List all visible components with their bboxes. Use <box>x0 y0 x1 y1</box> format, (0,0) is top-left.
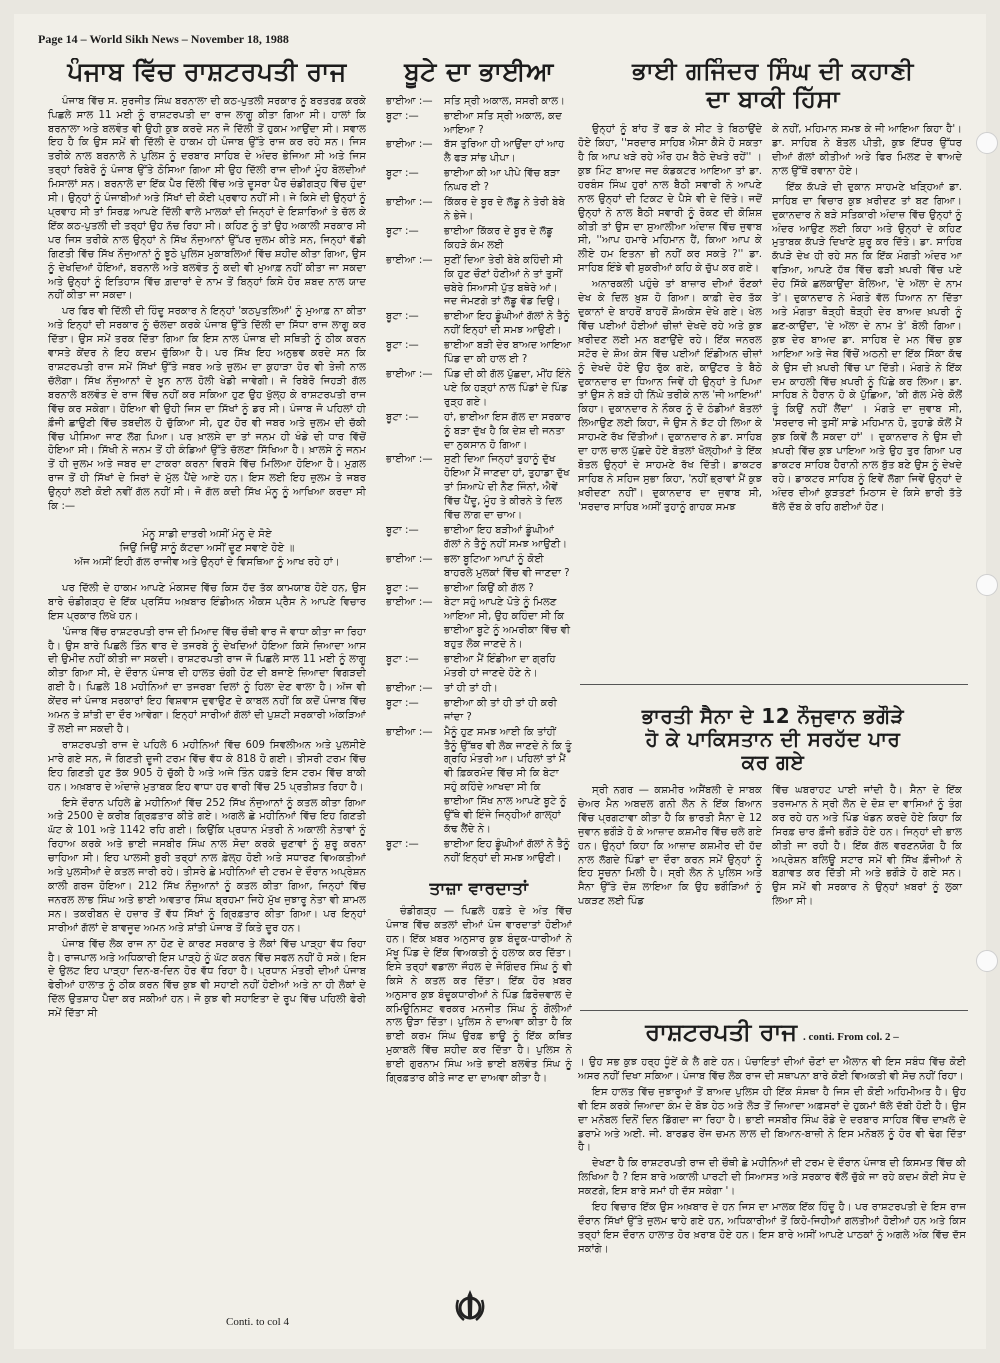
article-body <box>48 582 366 1021</box>
speaker: ਬੂਟਾ :— <box>386 582 419 594</box>
verse-line: ਮੰਨੂ ਸਾਡੀ ਦਾਤਰੀ ਅਸੀਂ ਮੰਨੂ ਦੇ ਸੋਏ <box>142 528 272 540</box>
paragraph: ਅਨਾਰਕਲੀ ਪਹੁੰਚੇ ਤਾਂ ਬਾਜ਼ਾਰ ਦੀਆਂ ਰੌਣਕਾਂ ਦੇਖ ਕੇ ਦਿਲ ਖ਼ੁਸ਼ ਹੋ ਗਿਆ। ਕਾਫ਼ੀ ਦੇਰ ਤੱਕ ਦੁਕਾਨਾਂ ਦੇ ਬਾਹਰੋਂ ਬਾਹਰੋਂ ਸ਼ੋਅਕੇਸ ਦੇਖੇ ਗਏ। ਖੇਲ ਵਿੱਚ ਪਈਆਂ ਹੋਈਆਂ ਚੀਜ਼ਾਂ ਦੇਖਦੇ ਰਹੇ ਅਤੇ ਕੁਝ ਖ਼ਰੀਦਣ ਲਈ ਮਨ ਬਣਾਉਂਦੇ ਰਹੇ। ਇੱਕ ਜਨਰਲ ਸਟੋਰ ਦੇ ਸ਼ੋਅ ਕੇਸ ਵਿੱਚ ਪਈਆਂ ਇੰਡੀਅਨ ਚੀਜ਼ਾਂ ਨੂੰ ਦੇਖਦੇ ਹੋਏ ਉਹ ਰੁੱਕ ਗਏ, ਕਾਉਂਟਰ ਤੇ ਬੈਠੇ ਦੁਕਾਨਦਾਰ ਦਾ ਧਿਆਨ ਜਿਵੇਂ ਹੀ ਉਨ੍ਹਾਂ ਤੇ ਪਿਆ ਤਾਂ ਉਸ ਨੇ ਬੜੇ ਹੀ ਨਿੱਘੇ ਤਰੀਕੇ ਨਾਲ 'ਜੀ ਆਇਆਂ' ਕਿਹਾ। ਦੁਕਾਨਦਾਰ ਨੇ ਨੌਕਰ ਨੂੰ ਦੋ ਠੰਡੀਆਂ ਬੋਤਲਾਂ ਲਿਆਉਣ ਲਈ ਕਿਹਾ, ਜੋ ਉਸ ਨੇ ਝੱਟ ਹੀ ਲਿਆ ਕੇ ਸਾਹਮਣੇ ਰੱਖ ਦਿੱਤੀਆਂ। ਦੁਕਾਨਦਾਰ ਨੇ ਡਾ. ਸਾਹਿਬ ਦਾ ਹਾਲ ਚਾਲ ਪੁੱਛਦੇ ਹੋਏ ਬੋਤਲਾਂ ਖੋਲ੍ਹੀਆਂ ਤੇ ਇੱਕ ਬੋਤਲ ਉਨ੍ਹਾਂ ਦੇ ਸਾਹਮਣੇ ਰੱਖ ਦਿੱਤੀ। ਡਾਕਟਰ ਸਾਹਿਬ ਨੇ ਸਹਿਜ ਸੁਭਾ ਕਿਹਾ, 'ਨਹੀਂ ਭ੍ਰਾਵਾਂ ਮੈਂ ਕੁਝ ਖ਼ਰੀਦਣਾ ਨਹੀਂ'। ਦੁਕਾਨਦਾਰ ਦਾ ਜੁਵਾਬ ਸੀ, 'ਸਰਦਾਰ ਸਾਹਿਬ ਅਸੀਂ ਤੁਹਾਨੂੰ ਗਾਹਕ ਸਮਝ <box>578 279 763 513</box>
dialogue-line <box>386 524 572 552</box>
punch-hole <box>976 132 998 154</box>
paragraph: ਦੇਖਣਾ ਹੈ ਕਿ ਰਾਸ਼ਟਰਪਤੀ ਰਾਜ ਦੀ ਚੌਥੀ ਛੇ ਮਹੀਨਿਆਂ ਦੀ ਟਰਮ ਦੇ ਦੌਰਾਨ ਪੰਜਾਬ ਦੀ ਕਿਸਮਤ ਵਿੱਚ ਕੀ ਲਿਖਿਆ ਹੈ ? ਇਸ ਬਾਰੇ ਅਕਾਲੀ ਪਾਰਟੀ ਦੀ ਸਿਆਸਤ ਅਤੇ ਸਰਕਾਰ ਵੱਲੋਂ ਚੁੱਕੇ ਜਾ ਰਹੇ ਕਦਮ ਕੋਈ ਸੇਧ ਦੇ ਸਕਣਗੇ, ਇਸ ਬਾਰੇ ਸਮਾਂ ਹੀ ਦੱਸ ਸਕੇਗਾ '। <box>578 1158 966 1198</box>
headline <box>578 705 968 774</box>
paragraph: ਇਸੇ ਦੌਰਾਨ ਪਹਿਲੇ ਛੇ ਮਹੀਨਿਆਂ ਵਿੱਚ 252 ਸਿੱਖ ਨੌਜੁਆਨਾਂ ਨੂੰ ਕਤਲ ਕੀਤਾ ਗਿਆ ਅਤੇ 2500 ਦੇ ਕਰੀਬ ਗ੍ਰਿਫ਼ਤਾਰ ਕੀਤੇ ਗਏ। ਅਗਲੇ ਛੇ ਮਹੀਨਿਆਂ ਵਿੱਚ ਇਹ ਗਿਣਤੀ ਘੱਟ ਕੇ 101 ਅਤੇ 1142 ਰਹਿ ਗਈ। ਕਿਉਂਕਿ ਪ੍ਰਧਾਨ ਮੰਤਰੀ ਨੇ ਅਕਾਲੀ ਨੇਤਾਵਾਂ ਨੂੰ ਰਿਹਾਅ ਕਰਕੇ ਅਤੇ ਭਾਈ ਜਸਬੀਰ ਸਿੰਘ ਨਾਲ ਸੋਦਾ ਕਰਕੇ ਚੁਣਾਵਾਂ ਨੂੰ ਸ਼ੁਰੂ ਕਰਨਾ ਚਾਹਿਆ ਸੀ। ਇਹ ਪਾਲਸੀ ਬੁਰੀ ਤਰ੍ਹਾਂ ਨਾਲ ਫ਼ੇਲ੍ਹ ਹੋਈ ਅਤੇ ਸਧਾਰਣ ਵਿਅਕਤੀਆਂ ਅਤੇ ਪੁਲਸੀਆਂ ਦੇ ਕਤਲ ਜਾਰੀ ਰਹੇ। ਤੀਸਰੇ ਛੇ ਮਹੀਨਿਆਂ ਦੀ ਟਰਮ ਦੇ ਦੌਰਾਨ ਅਪ੍ਰੇਸ਼ਨ ਕਾਲੀ ਗਰਜ ਹੋਇਆ। 212 ਸਿੱਖ ਨੌਜੁਆਨਾਂ ਨੂੰ ਕਤਲ ਕੀਤਾ ਗਿਆ, ਜਿਨ੍ਹਾਂ ਵਿੱਚ ਜਨਰਲ ਲਾਭ ਸਿੰਘ ਅਤੇ ਭਾਈ ਅਵਤਾਰ ਸਿੰਘ ਬ੍ਰਹਮਾ ਜਿਹੇ ਮੁੱਖ ਜੁਝਾਰੂ ਨੇਤਾ ਵੀ ਸ਼ਾਮਲ ਸਨ। ਤਕਰੀਬਨ ਦੇ ਹਜ਼ਾਰ ਤੋਂ ਵੱਧ ਸਿੱਖਾਂ ਨੂੰ ਗ੍ਰਿਫ਼ਤਾਰ ਕੀਤਾ ਗਿਆ। ਪਰ ਇਨ੍ਹਾਂ ਸਾਰੀਆਂ ਗੱਲਾਂ ਦੇ ਬਾਵਜੂਦ ਅਮਨ ਅਤੇ ਸ਼ਾਂਤੀ ਪੰਜਾਬ ਤੋਂ ਕਿਤੇ ਦੂਰ ਹਨ। <box>48 797 366 934</box>
headline <box>578 1018 966 1046</box>
headline-text: ਰਾਸ਼ਟਰਪਤੀ ਰਾਜ <box>645 1018 798 1046</box>
article-president-rule <box>48 58 366 1338</box>
article-gajinder-singh <box>578 58 968 678</box>
dialogue-text: ਕਿੱਕਰ ਦੇ ਬੂਰ ਦੇ ਲੱਡੂ ਨੇ ਤੇਰੀ ਬੇਬੇ ਨੇ ਭੇਜੇ। <box>444 197 565 222</box>
speaker: ਬੂਟਾ :— <box>386 340 419 352</box>
headline-line: ਕਰ ਗਏ <box>741 750 805 774</box>
dialogue-line <box>386 682 572 696</box>
article-president-rule-continued <box>578 1018 966 1338</box>
article-body <box>578 123 762 516</box>
dialogue-line <box>386 110 572 138</box>
dialogue-text: ਭਾਈਆ ਬੜੀ ਦੇਰ ਬਾਅਦ ਆਇਆ ਪਿੰਡ ਦਾ ਕੀ ਹਾਲ ਈ ? <box>444 340 572 366</box>
article-buta-bhaia <box>386 58 572 1288</box>
verse <box>48 528 366 570</box>
divider <box>580 1010 968 1011</box>
paragraph: ਵਿੱਚ ਘਬਰਾਹਟ ਪਾਈ ਜਾਂਦੀ ਹੈ। ਸੈਨਾ ਦੇ ਇੱਕ ਤਰਜਮਾਨ ਨੇ ਸ੍ਰੀ ਲੋਨ ਦੇ ਦੋਸ਼ ਦਾ ਵਾਸਿਆਂ ਨੂੰ ਤੰਗ ਕਰ ਰਹੇ ਹਨ ਅਤੇ ਪਿੰਡ ਖੰਡਨ ਕਰਦੇ ਹੋਏ ਕਿਹਾ ਕਿ ਸਿਰਫ਼ ਚਾਰ ਫ਼ੌਜੀ ਭਗੌੜੇ ਹੋਏ ਹਨ। ਜਿਨ੍ਹਾਂ ਦੀ ਭਾਲ ਕੀਤੀ ਜਾ ਰਹੀ ਹੈ। ਇੱਕ ਗੱਲ ਵਰਣਨਯੋਗ ਹੈ ਕਿ ਅਪ੍ਰੇਸ਼ਨ ਬਲਿਊ ਸਟਾਰ ਸਮੇਂ ਵੀ ਸਿੱਖ ਫ਼ੌਜੀਆਂ ਨੇ ਬਗ਼ਾਵਤ ਕਰ ਦਿੱਤੀ ਸੀ ਅਤੇ ਭਗੌੜੇ ਹੋ ਗਏ ਸਨ। ਉਸ ਸਮੇਂ ਵੀ ਸਰਕਾਰ ਨੇ ਉਨ੍ਹਾਂ ਖ਼ਬਰਾਂ ਨੂੰ ਲੁਕਾ ਲਿਆ ਸੀ। <box>772 785 962 908</box>
article-body <box>578 784 762 911</box>
speaker: ਬੂਟਾ :— <box>386 168 419 180</box>
headline-line: ਹੋ ਕੇ ਪਾਕਿਸਤਾਨ ਦੀ ਸਰਹੱਦ ਪਾਰ <box>645 727 901 751</box>
article-army-deserters <box>578 705 968 1005</box>
paragraph: ਇਸ ਹਾਲਤ ਵਿੱਚ ਜੁਝਾਰੂਆਂ ਤੋਂ ਬਾਅਦ ਪੁਲਿਸ ਹੀ ਇੱਕ ਸੰਸਥਾ ਹੈ ਜਿਸ ਦੀ ਕੋਈ ਅਹਿਮੀਅਤ ਹੈ। ਉਹ ਵੀ ਇਸ ਕਰਕੇ ਜ਼ਿਆਦਾ ਕੰਮ ਦੇ ਬੋਝ ਹੇਠ ਅਤੇ ਲੋੜ ਤੋਂ ਜ਼ਿਆਦਾ ਅਫ਼ਸਰਾਂ ਦੇ ਹੁਕਮਾਂ ਥੱਲੇ ਦੱਬੀ ਹੋਈ ਹੈ। ਉਸ ਦਾ ਮਨੋਬਲ ਦਿਨੋਂ ਦਿਨ ਡਿੱਗਦਾ ਜਾ ਰਿਹਾ ਹੈ। ਭਾਈ ਜਸਬੀਰ ਸਿੰਘ ਰੋਡੇ ਦੇ ਦਰਬਾਰ ਸਾਹਿਬ ਵਿੱਚ ਦਾਖ਼ਲੇ ਦੇ ਡਰਾਮੇ ਅਤੇ ਅਈ. ਜੀ. ਬਾਰਡਰ ਰੇਂਜ ਚਮਨ ਲਾਲ ਦੀ ਬਿਆਨ-ਬਾਜ਼ੀ ਨੇ ਇਸ ਮਨੋਬਲ ਨੂੰ ਹੋਰ ਵੀ ਢੇਗ ਦਿੱਤਾ ਹੈ। <box>578 1086 966 1154</box>
paragraph: ਚੰਡੀਗੜ੍ਹ — ਪਿਛਲੇ ਹਫ਼ਤੇ ਦੇ ਅੰਤ ਵਿੱਚ ਪੰਜਾਬ ਵਿੱਚ ਕਤਲਾਂ ਦੀਆਂ ਪੰਜ ਵਾਰਦਾਤਾਂ ਹੋਈਆਂ ਹਨ। ਇੱਕ ਖ਼ਬਰ ਅਨੁਸਾਰ ਕੁਝ ਬੰਦੂਕ-ਧਾਰੀਆਂ ਨੇ ਮੱਖੂ ਪਿੰਡ ਦੇ ਇੱਕ ਵਿਅਕਤੀ ਨੂੰ ਹਲਾਕ ਕਰ ਦਿੱਤਾ। ਇਸੇ ਤਰ੍ਹਾਂ ਵਡਾਲਾ ਜੌਹਲ ਦੇ ਜੋਗਿੰਦਰ ਸਿੰਘ ਨੂੰ ਵੀ ਕਿਸੇ ਨੇ ਕਤਲ ਕਰ ਦਿੱਤਾ। ਇੱਕ ਹੋਰ ਖ਼ਬਰ ਅਨੁਸਾਰ ਕੁਝ ਬੰਦੂਕਧਾਰੀਆਂ ਨੇ ਪਿੰਡ ਫ਼ਿਰੋਜ਼ਵਾਲ ਦੇ ਕਮਿਊਨਿਸਟ ਵਰਕਰ ਮਨਜੀਤ ਸਿੰਘ ਨੂੰ ਗੋਲੀਆਂ ਨਾਲ ਉੜਾ ਦਿੱਤਾ। ਪੁਲਿਸ ਨੇ ਦਾਅਵਾ ਕੀਤਾ ਹੈ ਕਿ ਭਾਈ ਕਰਮ ਸਿੰਘ ਉਰਫ਼ ਭਾਊ ਨੂੰ ਇੱਕ ਕਥਿਤ ਮੁਕਾਬਲੇ ਵਿੱਚ ਸ਼ਹੀਦ ਕਰ ਦਿੱਤਾ ਹੈ। ਪੁਲਿਸ ਨੇ ਭਾਈ ਗੁਰਨਾਮ ਸਿੰਘ ਅਤੇ ਭਾਈ ਬਲਵੰਤ ਸਿੰਘ ਨੂੰ ਗ੍ਰਿਫ਼ਤਾਰ ਕੀਤੇ ਜਾਣ ਦਾ ਦਾਅਵਾ ਕੀਤਾ ਹੈ। <box>386 906 572 1085</box>
paragraph: ਰਾਸ਼ਟਰਪਤੀ ਰਾਜ ਦੇ ਪਹਿਲੇ 6 ਮਹੀਨਿਆਂ ਵਿੱਚ 609 ਸਿਵਲੀਅਨ ਅਤੇ ਪੁਲਸੀਏ ਮਾਰੇ ਗਏ ਸਨ, ਜੋ ਗਿਣਤੀ ਦੂਜੀ ਟਰਮ ਵਿੱਚ ਵੱਧ ਕੇ 818 ਹੋ ਗਈ। ਤੀਸਰੀ ਟਰਮ ਵਿੱਚ ਇਹ ਗਿਣਤੀ ਹੁਣ ਤੱਕ 905 ਹੋ ਚੁੱਕੀ ਹੈ ਅਤੇ ਅਜੇ ਤਿੰਨ ਹਫ਼ਤੇ ਇਸ ਟਰਮ ਵਿੱਚ ਬਾਕੀ ਹਨ। ਅਖ਼ਬਾਰ ਦੇ ਅੰਦਾਜ਼ੇ ਮੁਤਾਬਕ ਇਹ ਵਾਧਾ ਹਰ ਵਾਰੀ ਵਿੱਚ 25 ਪ੍ਰਤੀਸ਼ਤ ਰਿਹਾ ਹੈ। <box>48 739 366 793</box>
dialogue-line <box>386 196 572 224</box>
speaker: ਬੂਟਾ :— <box>386 654 419 666</box>
speaker: ਬੂਟਾ :— <box>386 225 419 237</box>
headline <box>578 58 968 113</box>
speaker: ਬੂਟਾ :— <box>386 110 419 122</box>
speaker: ਭਾਈਆ :— <box>386 197 433 209</box>
article-body <box>772 123 962 516</box>
dialogue-text: ਭਾਈਆ ਕੀ ਆ ਪੀਪੇ ਵਿੱਚ ਬੜਾ ਨਿਘਰ ਈ ? <box>444 168 560 194</box>
dialogue-text: ਪਿੰਡ ਦੀ ਕੀ ਗੱਲ ਪੁੱਛਦਾ, ਮੀਂਹ ਇੰਨੇ ਪਏ ਕਿ ਹੜ੍ਹਾਂ ਨਾਲ ਪਿੰਡਾਂ ਦੇ ਪਿੰਡ ਰੁੜ੍ਹ ਗਏ। <box>444 368 572 408</box>
paragraph: 'ਪੰਜਾਬ ਵਿੱਚ ਰਾਸ਼ਟਰਪਤੀ ਰਾਜ ਦੀ ਮਿਆਦ ਵਿੱਚ ਚੌਥੀ ਵਾਰ ਜੋ ਵਾਧਾ ਕੀਤਾ ਜਾ ਰਿਹਾ ਹੈ। ਉਸ ਬਾਰੇ ਪਿਛਲੇ ਤਿੰਨ ਵਾਰ ਦੇ ਤਜਰਬੇ ਨੂੰ ਦੇਖਦਿਆਂ ਹੋਇਆ ਕਿਸੇ ਜ਼ਿਆਦਾ ਆਸ ਦੀ ਉਮੀਦ ਨਹੀਂ ਕੀਤੀ ਜਾ ਸਕਦੀ। ਰਾਸ਼ਟਰਪਤੀ ਰਾਜ ਜੋ ਪਿਛਲੇ ਸਾਲ 11 ਮਈ ਨੂੰ ਲਾਗੂ ਕੀਤਾ ਗਿਆ ਸੀ, ਦੇ ਦੌਰਾਨ ਪੰਜਾਬ ਦੀ ਹਾਲਤ ਚੰਗੀ ਹੋਣ ਦੀ ਬਜਾਏ ਜ਼ਿਆਦਾ ਵਿਗੜਦੀ ਗਈ ਹੈ। ਪਿਛਲੇ 18 ਮਹੀਨਿਆਂ ਦਾ ਤਜਰਬਾ ਦਿਲਾਂ ਨੂੰ ਹਿਲਾ ਦੇਣ ਵਾਲਾ ਹੈ। ਅੱਜ ਵੀ ਕੇਂਦਰ ਜਾਂ ਪੰਜਾਬ ਸਰਕਾਰਾਂ ਇਹ ਵਿਸ਼ਵਾਸ ਦੁਵਾਉਣ ਦੇ ਕਾਬਲ ਨਹੀਂ ਕਿ ਕਦੋਂ ਪੰਜਾਬ ਵਿੱਚ ਅਮਨ ਤੇ ਸ਼ਾਂਤੀ ਦਾ ਦੌਰ ਆਵੇਗਾ। ਇਨ੍ਹਾਂ ਸਾਰੀਆਂ ਗੱਲਾਂ ਦੀ ਪੁਸ਼ਟੀ ਸਰਕਾਰੀ ਅੰਕੜਿਆਂ ਤੋਂ ਲਈ ਜਾ ਸਕਦੀ ਹੈ। <box>48 626 366 735</box>
speaker: ਬੂਟਾ :— <box>386 411 419 423</box>
dialogue-text: ਭਾਈਆ ਇਹ ਡੂੰਘੀਆਂ ਗੱਲਾਂ ਨੇ ਤੈਨੂੰ ਨਹੀਂ ਇਨ੍ਹਾਂ ਦੀ ਸਮਝ ਆਉਣੀ। <box>444 838 570 864</box>
article-body <box>386 905 572 1086</box>
dialogue-line <box>386 838 572 866</box>
dialogue-line <box>386 582 572 596</box>
dialogue-line <box>386 553 572 581</box>
paragraph: ਪਰ ਦਿੱਲੀ ਦੇ ਹਾਕਮ ਆਪਣੇ ਮੰਕਸਦ ਵਿੱਚ ਕਿਸ ਹੱਦ ਤੱਕ ਕਾਮਯਾਬ ਹੋਏ ਹਨ, ਉਸ ਬਾਰੇ ਚੰਡੀਗੜ੍ਹ ਦੇ ਇੱਕ ਪ੍ਰਸਿੱਧ ਅਖ਼ਬਾਰ ਇੰਡੀਅਨ ਐਕਸ ਪ੍ਰੈਸ ਨੇ ਆਪਣੇ ਵਿਚਾਰ ਇਸ ਪ੍ਰਕਾਰ ਲਿਖੇ ਹਨ। <box>48 582 366 622</box>
dialogue-line <box>386 368 572 410</box>
dialogue-text: ਭਲਾ ਬੂਟਿਆ ਆਪਾਂ ਨੂੰ ਕੋਈ ਬਾਹਰਲੇ ਮੁਲਕਾਂ ਵਿੱਚ ਵੀ ਜਾਣਦਾ ? <box>444 553 570 579</box>
speaker: ਭਾਈਆ :— <box>386 682 433 694</box>
speaker: ਬੂਟਾ :— <box>386 524 419 536</box>
dialogue-line <box>386 453 572 523</box>
dialogue-text: ਭਾਈਆ ਇਹ ਡੂੰਘੀਆਂ ਗੱਲਾਂ ਨੇ ਤੈਨੂੰ ਨਹੀਂ ਇਨ੍ਹਾਂ ਦੀ ਸਮਝ ਆਉਣੀ। <box>444 311 570 337</box>
dialogue-text: ਭਾਈਆ ਕੀ ਤਾਂ ਹੀ ਤਾਂ ਹੀ ਕਰੀ ਜਾਂਦਾ ? <box>444 697 557 723</box>
article-body <box>48 95 366 514</box>
dialogue <box>386 95 572 866</box>
speaker: ਭਾਈਆ :— <box>386 95 433 107</box>
dialogue-text: ਭਾਈਆ ਕਿਉਂ ਕੀ ਗੱਲ ? <box>444 582 534 594</box>
dialogue-text: ਸੁਣੀ ਦਿਆ ਜਿਨ੍ਹਾਂ ਤੁਹਾਨੂੰ ਦੁੱਖ ਹੋਇਆ ਮੈਂ ਜਾਣਦਾ ਹਾਂ, ਤੁਹਾਡਾ ਦੁੱਖ ਤਾਂ ਸਿਆਪੇ ਦੀ ਨੈਣ ਜਿੰਨਾਂ, ਐਵੇਂ ਵਿੱਚ ਪੈਂਦੂ, ਮੂੰਹ ਤੇ ਕੀਰਨੇ ਤੇ ਦਿਲ ਵਿੱਚ ਲਾਗ ਦਾ ਚਾਅ। <box>444 454 570 522</box>
paragraph: ਇੱਕ ਕੱਪੜੇ ਦੀ ਦੁਕਾਨ ਸਾਹਮਣੇ ਖੜ੍ਹਿਆਂ ਡਾ. ਸਾਹਿਬ ਦਾ ਵਿਚਾਰ ਕੁਝ ਖ਼ਰੀਦਣ ਤਾਂ ਬਣ ਗਿਆ। ਦੁਕਾਨਦਾਰ ਨੇ ਬੜੇ ਸਤਿਕਾਰੀ ਅੰਦਾਜ਼ ਵਿੱਚ ਉਨ੍ਹਾਂ ਨੂੰ ਅੰਦਰ ਆਉਣ ਲਈ ਕਿਹਾ ਅਤੇ ਉਨ੍ਹਾਂ ਦੇ ਕਹਿਣ ਮੁਤਾਬਕ ਕੱਪੜੇ ਦਿਖਾਣੇ ਸ਼ੁਰੂ ਕਰ ਦਿੱਤੇ। ਡਾ. ਸਾਹਿਬ ਕੱਪੜੇ ਦੇਖ ਹੀ ਰਹੇ ਸਨ ਕਿ ਇੱਕ ਮੰਗਤੀ ਅੰਦਰ ਆ ਵੜਿਆ, ਆਪਣੇ ਹੱਥ ਵਿੱਚ ਫੜੀ ਖ਼ਪਰੀ ਵਿੱਚ ਪਏ ਦੋਹ ਸਿੱਕੇ ਛਲਕਾਉਂਦਾ ਬੋਲਿਆ, 'ਦੇ ਅੱਲਾ ਦੇ ਨਾਮ ਤੇ'। ਦੁਕਾਨਦਾਰ ਨੇ ਮੰਗਤੇ ਵੱਲ ਧਿਆਨ ਨਾ ਦਿੱਤਾ ਅਤੇ ਮੰਗਤਾ ਥੋੜ੍ਹੀ ਥੋੜ੍ਹੀ ਦੇਰ ਬਾਅਦ ਖ਼ਪਰੀ ਨੂੰ ਛਣ-ਕਾਉਂਦਾ, 'ਦੇ ਅੱਲਾ ਦੇ ਨਾਮ ਤੇ' ਬੋਲੀ ਗਿਆ। ਕੁਝ ਦੇਰ ਬਾਅਦ ਡਾ. ਸਾਹਿਬ ਦੇ ਮਨ ਵਿੱਚ ਕੁਝ ਆਇਆ ਅਤੇ ਜੇਬ ਵਿੱਚੋਂ ਅਠਨੀ ਦਾ ਇੱਕ ਸਿੱਕਾ ਕੱਢ ਕੇ ਉਸ ਦੀ ਖ਼ਪਰੀ ਵਿੱਚ ਪਾ ਦਿੱਤੀ। ਮੰਗਤੇ ਨੇ ਇੱਕ ਦਮ ਕਾਹਲੀ ਵਿੱਚ ਖ਼ਪਰੀ ਨੂੰ ਪਿੱਛੇ ਕਰ ਲਿਆ। ਡਾ. ਸਾਹਿਬ ਨੇ ਹੈਰਾਨ ਹੋ ਕੇ ਪੁੱਛਿਆ, 'ਕੀ ਗੱਲ ਮੇਰੇ ਕੋਲੋਂ ਤੂੰ ਕਿਉਂ ਨਹੀਂ ਲੈਂਦਾ' । ਮੰਗਤੇ ਦਾ ਜੁਵਾਬ ਸੀ, 'ਸਰਦਾਰ ਜੀ ਤੁਸੀਂ ਸਾਡੇ ਮਹਿਮਾਨ ਹੋ, ਤੁਹਾਡੇ ਕੋਲੋਂ ਮੈਂ ਕੁਝ ਕਿਵੇਂ ਲੈ ਸਕਦਾ ਹਾਂ' । ਦੁਕਾਨਦਾਰ ਨੇ ਉਸ ਦੀ ਖ਼ਪਰੀ ਵਿੱਚ ਕੁਝ ਪਾਇਆ ਅਤੇ ਉਹ ਤੁਰ ਗਿਆ ਪਰ ਡਾਕਟਰ ਸਾਹਿਬ ਹੈਰਾਨੀ ਨਾਲ ਬੁੱਤ ਬਣੇ ਉਸ ਨੂੰ ਦੇਖਦੇ ਰਹੇ। ਡਾਕਟਰ ਸਾਹਿਬ ਨੂੰ ਇਵੇਂ ਲੱਗਾ ਜਿਵੇਂ ਉਨ੍ਹਾਂ ਦੇ ਅੰਦਰ ਦੀਆਂ ਕੁੜਤਣਾਂ ਮਿਠਾਸ ਦੇ ਕਿਸੇ ਭਾਰੀ ਤੱਤੇ ਥੱਲੇ ਦੱਬ ਕੇ ਰਹਿ ਗਈਆਂ ਹੋਣ। <box>772 181 962 513</box>
article-body <box>578 1056 966 1257</box>
dialogue-text: ਭਾਈਆ ਮੈਂ ਇੰਡੀਆ ਦਾ ਗ੍ਰਹਿ ਮੰਤਰੀ ਹਾਂ ਜਾਣਦੇ ਹੋਣੇ ਨੇ। <box>444 654 556 679</box>
dialogue-line <box>386 697 572 725</box>
paragraph: । ਉਹ ਸਭ ਕੁਝ ਹਰ੍ਹ ਧੂੰਏਂ ਕੇ ਲੈ ਗਏ ਹਨ। ਪੰਚਾਇਤਾਂ ਦੀਆਂ ਚੋਣਾਂ ਦਾ ਐਲਾਨ ਵੀ ਇਸ ਸਬੰਧ ਵਿੱਚ ਕੋਈ ਅਸਰ ਨਹੀਂ ਦਿਖਾ ਸਕਿਆ। ਪੰਜਾਬ ਵਿੱਚ ਲੋਕ ਰਾਜ ਦੀ ਸਥਾਪਨਾ ਬਾਰੇ ਕੋਈ ਵਿਅਕਤੀ ਵੀ ਸੋਚ ਨਹੀਂ ਰਿਹਾ। <box>578 1057 966 1082</box>
headline: ਤਾਜ਼ਾ ਵਾਰਦਾਤਾਂ <box>429 878 529 899</box>
continued-note: Conti. to col 4 <box>226 1316 289 1328</box>
dialogue-line <box>386 339 572 367</box>
speaker: ਭਾਈਆ :— <box>386 368 433 380</box>
paragraph: ਉਨ੍ਹਾਂ ਨੂੰ ਬਾਂਹ ਤੋਂ ਫੜ ਕੇ ਸੀਟ ਤੇ ਬਿਠਾਉਂਦੇ ਹੋਏ ਕਿਹਾ, ''ਸਰਦਾਰ ਸਾਹਿਬ ਐਸਾ ਕੈਸੇ ਹੋ ਸਕਤਾ ਹੈ ਕਿ ਆਪ ਖੜੇ ਰਹੇ ਔਰ ਹਮ ਬੈਠੇ ਦੇਖਤੇ ਰਹੇਂ'' । ਕੁਝ ਮਿੰਟ ਬਾਅਦ ਜਦ ਕੰਡਕਟਰ ਆਇਆ ਤਾਂ ਡਾ. ਹਰਬੰਸ ਸਿੰਘ ਹੁਰਾਂ ਨਾਲ ਬੈਠੀ ਸਵਾਰੀ ਨੇ ਆਪਣੇ ਨਾਲ ਉਨ੍ਹਾਂ ਦੀ ਟਿਕਟ ਦੇ ਪੈਸੇ ਵੀ ਦੇ ਦਿੱਤੇ। ਜਦੋਂ ਉਨ੍ਹਾਂ ਨੇ ਨਾਲ ਬੈਠੀ ਸਵਾਰੀ ਨੂੰ ਰੋਕਣ ਦੀ ਕੋਸ਼ਿਸ਼ ਕੀਤੀ ਤਾਂ ਉਸ ਦਾ ਸੁਆਲੀਆ ਅੰਦਾਜ਼ ਵਿੱਚ ਜੁਵਾਬ ਸੀ, ''ਆਪ ਹਮਾਰੇ ਮਹਿਮਾਨ ਹੈਂ, ਕਿਆ ਆਪ ਕੇ ਲੀਏ ਹਮ ਇਤਨਾ ਭੀ ਨਹੀਂ ਕਰ ਸਕਤੇ ?'' ਡਾ. ਸਾਹਿਬ ਇੰਝੇ ਵੀ ਸ਼ੁਕਰੀਆਂ ਕਹਿ ਕੇ ਚੁੱਪ ਕਰ ਗਏ। <box>578 124 762 275</box>
dialogue-text: ਹਾਂ, ਭਾਈਆ ਇਸ ਗੱਲ ਦਾ ਸਰਕਾਰ ਨੂੰ ਬੜਾ ਦੁੱਖ ਹੈ ਕਿ ਦੇਸ਼ ਦੀ ਜਨਤਾ ਦਾ ਨੁਕਸਾਨ ਹੋ ਗਿਆ। <box>444 411 571 451</box>
divider <box>580 684 968 685</box>
dialogue-line <box>386 167 572 195</box>
dialogue-line <box>386 411 572 453</box>
speaker: ਬੂਟਾ :— <box>386 311 419 323</box>
headline-line: ਭਾਰਤੀ ਸੈਨਾ ਦੇ 12 ਨੌਜੁਵਾਨ ਭਗੌੜੇ <box>641 705 905 728</box>
dialogue-line <box>386 254 572 310</box>
speaker: ਬੂਟਾ :— <box>386 838 419 850</box>
dialogue-line <box>386 138 572 166</box>
speaker: ਭਾਈਆ :— <box>386 553 433 565</box>
dialogue-line <box>386 653 572 681</box>
page-folio: Page 14 – World Sikh News – November 18, 1988 <box>38 32 289 46</box>
paragraph: ਇਹ ਵਿਚਾਰ ਇੱਕ ਉਸ ਅਖ਼ਬਾਰ ਦੇ ਹਨ ਜਿਸ ਦਾ ਮਾਲਕ ਇੱਕ ਹਿੰਦੂ ਹੈ। ਪਰ ਰਾਸ਼ਟਰਪਤੀ ਦੇ ਇਸ ਰਾਜ ਦੌਰਾਨ ਸਿੱਖਾਂ ਉੱਤੇ ਜ਼ੁਲਮ ਢਾਹੇ ਗਏ ਹਨ, ਅਧਿਕਾਰੀਆਂ ਤੋਂ ਕਿਹੋ-ਜਿਹੀਆਂ ਗਲਤੀਆਂ ਹੋਈਆਂ ਹਨ ਅਤੇ ਕਿਸ ਤਰ੍ਹਾਂ ਇਸ ਦੌਰਾਨ ਹਾਲਾਤ ਹੋਰ ਖ਼ਰਾਬ ਹੋਏ ਹਨ। ਇਸ ਬਾਰੇ ਅਸੀਂ ਆਪਣੇ ਪਾਠਕਾਂ ਨੂੰ ਅਗਲੇ ਅੰਕ ਵਿੱਚ ਦੱਸ ਸਕਾਂਗੇ। <box>578 1202 966 1255</box>
continued-from: . conti. From col. 2 – <box>803 1031 899 1043</box>
headline-line: ਭਾਈ ਗਜਿੰਦਰ ਸਿੰਘ ਦੀ ਕਹਾਣੀ <box>632 58 914 85</box>
speaker: ਭਾਈਆ :— <box>386 254 433 266</box>
dialogue-text: ਸਤਿ ਸ੍ਰੀ ਅਕਾਲ, ਸਸਰੀ ਕਾਲ। <box>444 95 566 107</box>
paragraph: ਪੰਜਾਬ ਵਿੱਚ ਲੋਕ ਰਾਜ ਨਾ ਹੋਣ ਦੇ ਕਾਰਣ ਸਰਕਾਰ ਤੇ ਲੋਕਾਂ ਵਿੱਚ ਪਾੜ੍ਹਾ ਵੱਧ ਰਿਹਾ ਹੈ। ਰਾਜਪਾਲ ਅਤੇ ਅਧਿਕਾਰੀ ਇਸ ਪਾੜ੍ਹੇ ਨੂੰ ਘੱਟ ਕਰਨ ਵਿੱਚ ਸਫਲ ਨਹੀਂ ਹੋ ਸਕੇ। ਇਸ ਦੇ ਉਲਟ ਇਹ ਪਾੜ੍ਹਾ ਦਿਨ-ਬ-ਦਿਨ ਹੋਰ ਵੱਧ ਰਿਹਾ ਹੈ। ਪ੍ਰਧਾਨ ਮੰਤਰੀ ਦੀਆਂ ਪੰਜਾਬ ਫੇਰੀਆਂ ਹਾਲਾਤ ਨੂੰ ਠੀਕ ਕਰਨ ਵਿੱਚ ਕੁਝ ਵੀ ਸਹਾਈ ਨਹੀਂ ਹੋਈਆਂ ਅਤੇ ਨਾ ਹੀ ਲੋਕਾਂ ਦੇ ਦਿੱਲ ਉਤਸ਼ਾਹ ਪੈਦਾ ਕਰ ਸਕੀਆਂ ਹਨ। ਜੋ ਕੁਝ ਵੀ ਸਹਾਇਤਾ ਦੇ ਰੂਪ ਵਿੱਚ ਪਹਿਲੀ ਫੇਰੀ ਸਮੇਂ ਦਿੱਤਾ ਸੀ <box>48 938 366 1020</box>
dialogue-line <box>386 596 572 652</box>
paragraph: ਸ੍ਰੀ ਨਗਰ — ਕਸ਼ਮੀਰ ਅਸੈਂਬਲੀ ਦੇ ਸਾਬਕ ਚੇਅਰ ਮੈਨ ਅਬਦਲ ਗਨੀ ਲੋਨ ਨੇ ਇੱਕ ਬਿਆਨ ਵਿੱਚ ਪ੍ਰਗਟਾਵਾ ਕੀਤਾ ਹੈ ਕਿ ਭਾਰਤੀ ਸੈਨਾ ਦੇ 12 ਜੁਵਾਨ ਭਗੌੜੇ ਹੋ ਕੇ ਆਜ਼ਾਦ ਕਸ਼ਮੀਰ ਵਿੱਚ ਚਲੇ ਗਏ ਹਨ। ਉਨ੍ਹਾਂ ਕਿਹਾ ਕਿ ਆਜ਼ਾਦ ਕਸ਼ਮੀਰ ਦੀ ਹੱਦ ਨਾਲ ਲੱਗਦੇ ਪਿੰਡਾਂ ਦਾ ਦੌਰਾ ਕਰਨ ਸਮੇਂ ਉਨ੍ਹਾਂ ਨੂੰ ਇਹ ਸੂਚਨਾ ਮਿਲੀ ਹੈ। ਸ੍ਰੀ ਲੋਨ ਨੇ ਪੁਲਿਸ ਅਤੇ ਸੈਨਾ ਉੱਤੇ ਦੋਸ਼ ਲਾਇਆ ਕਿ ਉਹ ਭਗੌੜਿਆਂ ਨੂੰ ਪਕੜਣ ਲਈ ਪਿੰਡ <box>578 785 762 908</box>
punch-hole <box>976 950 998 972</box>
dialogue-text: ਮੈਨੂੰ ਹੁਣ ਸਮਝ ਆਈ ਕਿ ਤਾਂਹੀਂ ਤੈਨੂੰ ਉੱਥਰ ਵੀ ਲੋਕ ਜਾਣਦੇ ਨੇ ਕਿ ਤੂੰ ਗ੍ਰਹਿ ਮੰਤਰੀ ਆ। ਪਹਿਲਾਂ ਤਾਂ ਮੈਂ ਵੀ ਫ਼ਿਕਰਮੰਦ ਵਿੱਚ ਸੀ ਕਿ ਬੇਟਾ ਸਹੁੰ ਕਹਿੰਦੇ ਆਖਦਾ ਸੀ ਕਿ ਭਾਈਆ ਸਿੱਖ ਨਾਲ ਆਪਣੇ ਬੂਟੇ ਨੂੰ ਉੱਥੇ ਵੀ ਇੰਜੇ ਜਿਨ੍ਹੀਆਂ ਗਾਲ੍ਹਾਂ ਕੱਢ ਲੈਂਦੇ ਨੇ। <box>444 726 572 835</box>
dialogue-line <box>386 225 572 253</box>
dialogue-line <box>386 95 572 109</box>
khanda-icon <box>452 1286 488 1326</box>
speaker: ਭਾਈਆ :— <box>386 139 433 151</box>
dialogue-text: ਬੱਸ ਤੁਰਿਆ ਹੀ ਆਉਂਦਾ ਹਾਂ ਆਹ ਲੈ ਫੜ ਸਾਂਭ ਪੀਪਾ। <box>444 139 565 165</box>
verse-line: ਅੱਜ ਅਸੀਂ ਇਹੀ ਗੱਲ ਰਾਜੀਵ ਅਤੇ ਉਨ੍ਹਾਂ ਦੇ ਵਿਸਥਿਆ ਨੂੰ ਆਖ ਰਹੇ ਹਾਂ। <box>74 556 340 568</box>
dialogue-text: ਭਾਈਆ ਕਿੱਕਰ ਦੇ ਬੂਰ ਦੇ ਲੱਡੂ ਕਿਹੜੇ ਕੰਮ ਲਈ <box>444 225 554 251</box>
speaker: ਬੂਟਾ :— <box>386 697 419 709</box>
dialogue-text: ਬੇਟਾ ਸਹੁੰ ਆਪਣੇ ਪੋਤੇ ਨੂੰ ਮਿਲਣ ਆਇਆ ਸੀ, ਉਹ ਕਹਿੰਦਾ ਸੀ ਕਿ ਭਾਈਆ ਬੂਟੇ ਨੂੰ ਅਮਰੀਕਾ ਵਿੱਚ ਵੀ ਬਹੁਤ ਲੋਕ ਜਾਣਦੇ ਨੇ। <box>444 597 571 651</box>
paragraph: ਕੇ ਨਹੀਂ, ਮਹਿਮਾਨ ਸਮਝ ਕੇ ਜੀ ਆਇਆ ਕਿਹਾ ਹੈ'। ਡਾ. ਸਾਹਿਬ ਨੇ ਬੋਤਲ ਪੀਤੀ, ਕੁਝ ਇੱਧਰ ਉੱਧਰ ਦੀਆਂ ਗੱਲਾਂ ਕੀਤੀਆਂ ਅਤੇ ਫਿਰ ਮਿਲਣ ਦੇ ਵਾਅਦੇ ਨਾਲ ਉੱਥੋਂ ਰਵਾਨਾ ਹੋਏ। <box>772 124 962 177</box>
headline: ਬੂਟੇ ਦਾ ਭਾਈਆ <box>404 58 554 86</box>
speaker: ਭਾਈਆ :— <box>386 726 433 738</box>
paragraph: ਪਰ ਫਿਰ ਵੀ ਦਿੱਲੀ ਦੀ ਹਿੰਦੂ ਸਰਕਾਰ ਨੇ ਇਨ੍ਹਾਂ 'ਕਠਪੁਤਲਿਆਂ' ਨੂੰ ਮੁਆਫ਼ ਨਾ ਕੀਤਾ ਅਤੇ ਇਨ੍ਹਾਂ ਦੀ ਸਰਕਾਰ ਨੂੰ ਚੱਲਦਾ ਕਰਕੇ ਪੰਜਾਬ ਉੱਤੇ ਦਿੱਲੀ ਦਾ ਸਿੱਧਾ ਰਾਜ ਲਾਗੂ ਕਰ ਦਿੱਤਾ। ਉਸ ਸਮੇਂ ਤਰਕ ਦਿੱਤਾ ਗਿਆ ਕਿ ਇਸ ਨਾਲ ਪੰਜਾਬ ਦੀ ਸਥਿਤੀ ਨੂੰ ਠੀਕ ਕਰਨ ਵਾਸਤੇ ਕੇਂਦਰ ਨੇ ਇਹ ਕਦਮ ਚੁੱਕਿਆ ਹੈ। ਪਰ ਸਿੱਖ ਇਹ ਅਨੁਭਵ ਕਰਦੇ ਸਨ ਕਿ ਰਾਸ਼ਟਰਪਤੀ ਰਾਜ ਸਮੇਂ ਸਿੱਖਾਂ ਉੱਤੇ ਜਬਰ ਅਤੇ ਜ਼ੁਲਮ ਦਾ ਕੁਹਾੜਾ ਹੋਰ ਵੀ ਤੇਜ਼ੀ ਨਾਲ ਚੱਲੇਗਾ। ਸਿੱਖ ਨੌਜੁਆਨਾਂ ਦੇ ਖ਼ੂਨ ਨਾਲ ਹੋਲੀ ਖੇਡੀ ਜਾਵੇਗੀ। ਜੋ ਰਿਬੇਰੋ ਜਿਹੜੀ ਗੱਲ ਬਰਨਾਲੇ ਬਲਵੰਤ ਦੇ ਰਾਜ ਵਿੱਚ ਨਹੀਂ ਕਰ ਸਕਿਆ ਹੁਣ ਉਹ ਖੁੱਲ੍ਹ ਕੇ ਰਾਸ਼ਟਰਪਤੀ ਰਾਜ ਵਿੱਚ ਕਰ ਸਕੇਗਾ। ਹੋਇਆ ਵੀ ਉਹੀ ਜਿਸ ਦਾ ਸਿੱਖਾਂ ਨੂੰ ਡਰ ਸੀ। ਪੰਜਾਬ ਜੋ ਪਹਿਲਾਂ ਹੀ ਫ਼ੌਜੀ ਛਾਉਣੀ ਵਿੱਚ ਤਬਦੀਲ ਹੋ ਚੁੱਕਿਆ ਸੀ, ਹੁਣ ਹੋਰ ਵੀ ਜਬਰ ਅਤੇ ਜ਼ੁਲਮ ਦੀ ਚੱਕੀ ਵਿੱਚ ਪੀਸਿਆ ਜਾਣ ਲੱਗ ਪਿਆ। ਪਰ ਖ਼ਾਲਸੇ ਦਾ ਤਾਂ ਜਨਮ ਹੀ ਖੰਡੇ ਦੀ ਧਾਰ ਵਿੱਚੋਂ ਹੋਇਆ ਸੀ। ਸਿੱਖੀ ਨੇ ਜਨਮ ਤੋਂ ਹੀ ਕੰਡਿਆਂ ਉੱਤੇ ਚੱਲਣਾ ਸਿੱਖਿਆ ਹੈ। ਖ਼ਾਲਸੇ ਨੂੰ ਜਨਮ ਤੋਂ ਹੀ ਜ਼ੁਲਮ ਅਤੇ ਜਬਰ ਦਾ ਟਾਕਰਾ ਕਰਨਾ ਵਿਰਸੇ ਵਿੱਚ ਮਿਲਿਆ ਹੋਇਆ ਹੈ। ਮੁਗ਼ਲ ਰਾਜ ਤੋਂ ਹੀ ਸਿੱਖਾਂ ਦੇ ਸਿਰਾਂ ਦੇ ਮੁੱਲ ਪੈਂਦੇ ਆਏ ਹਨ। ਇਸ ਲਈ ਇਹ ਜ਼ੁਲਮ ਤੇ ਜਬਰ ਉਨ੍ਹਾਂ ਲਈ ਕੋਈ ਨਵੀਂ ਗੱਲ ਨਹੀਂ ਸੀ। ਜੋ ਗੱਲ ਕਦੀ ਸਿੱਖ ਮੰਨੂ ਨੂੰ ਆਖਿਆ ਕਰਦਾ ਸੀ ਕਿ :— <box>48 306 366 513</box>
article-body <box>772 784 962 911</box>
paragraph: ਪੰਜਾਬ ਵਿੱਚ ਸ. ਸੁਰਜੀਤ ਸਿੰਘ ਬਰਨਾਲਾ ਦੀ ਕਠ-ਪੁਤਲੀ ਸਰਕਾਰ ਨੂੰ ਬਰਤਰਫ਼ ਕਰਕੇ ਪਿਛਲੇ ਸਾਲ 11 ਮਈ ਨੂੰ ਰਾਸ਼ਟਰਪਤੀ ਦਾ ਰਾਜ ਲਾਗੂ ਕੀਤਾ ਗਿਆ ਸੀ। ਹਾਲਾਂ ਕਿ ਬਰਨਾਲਾ ਅਤੇ ਬਲਵੰਤ ਵੀ ਉਹੀ ਕੁਝ ਕਰਦੇ ਸਨ ਜੋ ਦਿੱਲੀ ਤੋਂ ਹੁਕਮ ਆਉਂਦਾ ਸੀ। ਸਵਾਲ ਇਹ ਹੈ ਕਿ ਉਸ ਸਮੇਂ ਵੀ ਦਿੱਲੀ ਦੇ ਹਾਕਮ ਹੀ ਪੰਜਾਬ ਉੱਤੇ ਰਾਜ ਕਰ ਰਹੇ ਸਨ। ਜਿਸ ਤਰੀਕੇ ਨਾਲ ਬਰਨਾਲੇ ਨੇ ਪੁਲਿਸ ਨੂੰ ਦਰਬਾਰ ਸਾਹਿਬ ਦੇ ਅੰਦਰ ਭੇਜਿਆ ਸੀ ਅਤੇ ਜਿਸ ਤਰ੍ਹਾਂ ਰਿਬੇਰੋ ਨੂੰ ਪੰਜਾਬ ਉੱਤੇ ਠੋਸਿਆ ਗਿਆ ਸੀ ਉਹ ਦਿੱਲੀ ਰਾਜ ਦੀਆਂ ਮੂੰਹ ਬੋਲਦੀਆਂ ਮਿਸਾਲਾਂ ਸਨ। ਬਰਨਾਲੇ ਦਾ ਇੱਕ ਪੈਰ ਦਿੱਲੀ ਵਿੱਚ ਅਤੇ ਦੂਸਰਾ ਪੈਰ ਚੰਡੀਗੜ੍ਹ ਵਿੱਚ ਹੁੰਦਾ ਸੀ। ਉਨ੍ਹਾਂ ਨੂੰ ਪੰਜਾਬੀਆਂ ਅਤੇ ਸਿੱਖਾਂ ਦੀ ਕੋਈ ਪ੍ਰਵਾਹ ਨਹੀਂ ਸੀ। ਜੇ ਕਿਸੇ ਦੀ ਉਨ੍ਹਾਂ ਨੂੰ ਪ੍ਰਵਾਹ ਸੀ ਤਾਂ ਸਿਰਫ਼ ਆਪਣੇ ਦਿੱਲੀ ਵਾਲੇ ਮਾਲਕਾਂ ਦੀ ਜਿਨ੍ਹਾਂ ਦੇ ਇਸ਼ਾਰਿਆਂ ਤੇ ਚੱਲ ਕੇ ਇੱਕ ਕਠ-ਪੁਤਲੀ ਦੀ ਤਰ੍ਹਾਂ ਉਹ ਨੱਚ ਰਿਹਾ ਸੀ। ਕਹਿਣ ਨੂੰ ਤਾਂ ਉਹ ਅਕਾਲੀ ਸਰਕਾਰ ਸੀ ਪਰ ਜਿਸ ਤਰੀਕੇ ਨਾਲ ਉਨ੍ਹਾਂ ਨੇ ਸਿੱਖ ਨੌਜੁਆਨਾਂ ਉੱਪਰ ਜ਼ੁਲਮ ਕੀਤੇ ਸਨ, ਜਿਨ੍ਹਾਂ ਵੱਡੀ ਗਿਣਤੀ ਵਿੱਚ ਸਿੱਖ ਨੌਜੁਆਨਾਂ ਨੂੰ ਝੂਠੇ ਪੁਲਿਸ ਮੁਕਾਬਲਿਆਂ ਵਿੱਚ ਸ਼ਹੀਦ ਕੀਤਾ ਗਿਆ, ਉਸ ਨੂੰ ਦੇਖਦਿਆਂ ਹੋਇਆਂ, ਬਰਨਾਲੇ ਅਤੇ ਬਲਵੰਤ ਨੂੰ ਕਦੀ ਵੀ ਮੁਆਫ਼ ਨਹੀਂ ਕੀਤਾ ਜਾ ਸਕਦਾ ਅਤੇ ਉਨ੍ਹਾਂ ਨੂੰ ਇਤਿਹਾਸ ਵਿੱਚ ਗ਼ਦਾਰਾਂ ਦੇ ਨਾਮ ਤੋਂ ਬਿਨ੍ਹਾਂ ਕਿਸੇ ਹੋਰ ਸ਼ਬਦ ਨਾਲ ਯਾਦ ਨਹੀਂ ਕੀਤਾ ਜਾ ਸਕਦਾ। <box>48 95 366 302</box>
dialogue-text: ਤਾਂ ਹੀ ਤਾਂ ਹੀ। <box>444 682 499 694</box>
speaker: ਭਾਈਆ :— <box>386 454 433 466</box>
dialogue-text: ਭਾਈਆ ਇਹ ਬੜੀਆਂ ਡੂੰਘੀਆਂ ਗੱਲਾਂ ਨੇ ਤੈਨੂੰ ਨਹੀਂ ਸਮਝ ਆਉਣੀ। <box>444 524 568 550</box>
dialogue-text: ਭਾਈਆ ਸਤਿ ਸ੍ਰੀ ਅਕਾਲ, ਕਦ ਆਇਆ ? <box>444 110 562 136</box>
punch-hole <box>976 574 998 596</box>
speaker: ਭਾਈਆ :— <box>386 597 433 609</box>
headline: ਪੰਜਾਬ ਵਿੱਚ ਰਾਸ਼ਟਰਪਤੀ ਰਾਜ <box>67 58 347 86</box>
verse-line: ਜਿਉਂ ਜਿਉਂ ਸਾਨੂੰ ਕੱਟਦਾ ਅਸੀਂ ਦੂਣ ਸਵਾਏ ਹੋਏ ॥ <box>119 542 295 554</box>
dialogue-line <box>386 310 572 338</box>
dialogue-text: ਸੁਣੀਂ ਦਿਆ ਤੇਰੀ ਬੇਬੇ ਕਹਿੰਦੀ ਸੀ ਕਿ ਹੁਣ ਚੌਣਾਂ ਹੋਣੀਆਂ ਨੇ ਤਾਂ ਤੁਸੀਂ ਚਬੇਰੇ ਸਿਆਸੀ ਪੁੱਤ ਬਥੇਰੇ ਆਂ। ਜਦ ਜੰਮਣਗੇ ਤਾਂ ਲੱਡੂ ਵੰਡ ਦਿਉ। <box>444 254 563 308</box>
headline-line: ਦਾ ਬਾਕੀ ਹਿੱਸਾ <box>706 84 840 113</box>
dialogue-line <box>386 726 572 837</box>
